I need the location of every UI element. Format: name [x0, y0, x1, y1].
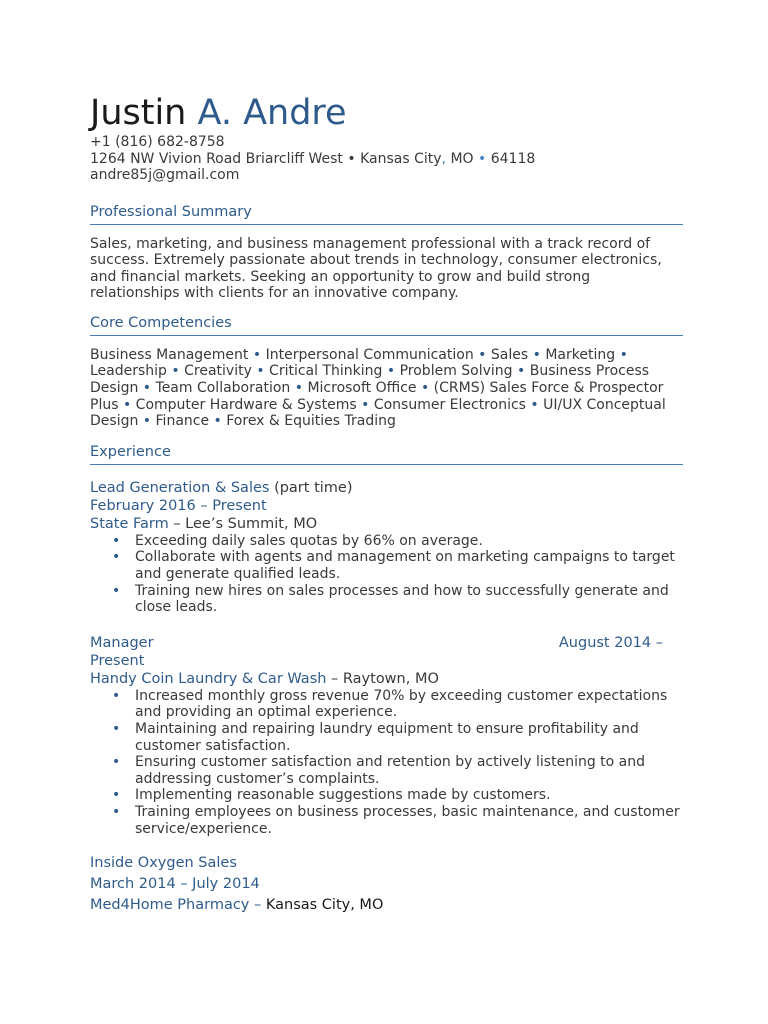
- summary-text: Sales, marketing, and business management professional with a track record of success. Extremely passionate about trends in technology, consumer electronics, and financial markets. Seeking an opportunity to grow and build strong relationships with clients for an innovative company.: [90, 235, 662, 302]
- job-company: State Farm: [90, 515, 169, 532]
- duty-item: • Ensuring customer satisfaction and retention by actively listening to and addressing customer’s complaints.: [135, 754, 683, 787]
- competency-item: Problem Solving: [399, 363, 513, 380]
- job-location: Kansas City, MO: [265, 897, 384, 914]
- job-location: – Raytown, MO: [331, 670, 439, 687]
- competency-item: Consumer Electronics: [373, 396, 526, 413]
- competency-item: Creativity: [184, 363, 252, 380]
- competency-item: Finance: [155, 413, 210, 430]
- competency-item: Marketing: [545, 346, 616, 363]
- city: Kansas City: [360, 150, 442, 167]
- job-dates-end: Present: [90, 652, 145, 669]
- competencies-heading: Core Competencies: [90, 314, 683, 336]
- job-title: Inside Oxygen Sales: [90, 855, 237, 872]
- duty-item: • Training new hires on sales processes and how to successfully generate and close leads.: [135, 583, 683, 616]
- duty-item: • Exceeding daily sales quotas by 66% on average.: [135, 533, 683, 550]
- experience-heading: Experience: [90, 443, 683, 465]
- job-title-line: [90, 634, 683, 652]
- job-company-line: [90, 670, 683, 688]
- competency-item: Interpersonal Communication: [265, 346, 474, 363]
- competency-item: Microsoft Office: [307, 380, 417, 397]
- job-note: (part time): [274, 479, 353, 496]
- candidate-name: [90, 92, 683, 134]
- first-name: Justin: [90, 93, 187, 133]
- duty-item: • Implementing reasonable suggestions made by customers.: [135, 787, 683, 804]
- job-title-line: [90, 479, 683, 497]
- competency-item: Critical Thinking: [269, 363, 383, 380]
- job-company: Handy Coin Laundry & Car Wash: [90, 670, 327, 687]
- duty-item: • Collaborate with agents and management on marketing campaigns to target and generate qualified leads.: [135, 549, 683, 582]
- job-title: Lead Generation & Sales: [90, 479, 270, 496]
- summary-heading: Professional Summary: [90, 203, 683, 225]
- competencies-list: Business Management • Interpersonal Communication • Sales • Marketing • Leadership • Creativity • Critical Thinking • Problem Solving • Business Process Design • Team Collaboration • Microsoft Office • (CRMS) Sales Force & Prospector Plus • Computer Hardware & Systems • Consumer Electronics • UI/UX Conceptual Design • Finance • Forex & Equities Trading: [90, 346, 666, 430]
- job-company-line: [90, 896, 683, 914]
- last-name: A. Andre: [197, 93, 347, 133]
- competency-item: UI/UX Conceptual Design: [90, 396, 666, 430]
- job-company: Med4Home Pharmacy –: [90, 897, 262, 914]
- competency-item: Forex & Equities Trading: [226, 413, 396, 430]
- competency-item: Computer Hardware & Systems: [135, 396, 357, 413]
- job-dates: February 2016 – Present: [90, 497, 267, 514]
- competency-item: Business Process Design: [90, 363, 650, 397]
- email: andre85j@gmail.com: [90, 167, 240, 183]
- zip: 64118: [490, 150, 536, 167]
- job-duties: [90, 533, 683, 616]
- competency-item: Business Management: [90, 346, 249, 363]
- phone: +1 (816) 682-8758: [90, 134, 225, 150]
- job-title: Manager: [90, 634, 154, 651]
- state: MO: [450, 150, 474, 167]
- street-address: 1264 NW Vivion Road Briarcliff West: [90, 150, 343, 167]
- competency-item: Sales: [490, 346, 529, 363]
- resume-content: [90, 92, 683, 914]
- job-dates: March 2014 – July 2014: [90, 876, 260, 893]
- duty-item: • Increased monthly gross revenue 70% by exceeding customer expectations and providing an optimal experience.: [135, 688, 683, 721]
- competency-item: Leadership: [90, 363, 167, 380]
- competency-item: Team Collaboration: [155, 380, 291, 397]
- job-duties: [90, 688, 683, 837]
- competency-item: (CRMS) Sales Force & Prospector Plus: [90, 380, 664, 413]
- job-dates-start: August 2014 –: [558, 634, 663, 651]
- address-line: 1264 NW Vivion Road Briarcliff West • Kansas City, MO • 64118: [90, 150, 536, 167]
- job-location: – Lee’s Summit, MO: [173, 515, 318, 532]
- duty-item: • Training employees on business processes, basic maintenance, and customer service/experience.: [135, 804, 683, 837]
- duty-item: • Maintaining and repairing laundry equipment to ensure profitability and customer satisfaction.: [135, 721, 683, 754]
- job-company-line: [90, 515, 683, 533]
